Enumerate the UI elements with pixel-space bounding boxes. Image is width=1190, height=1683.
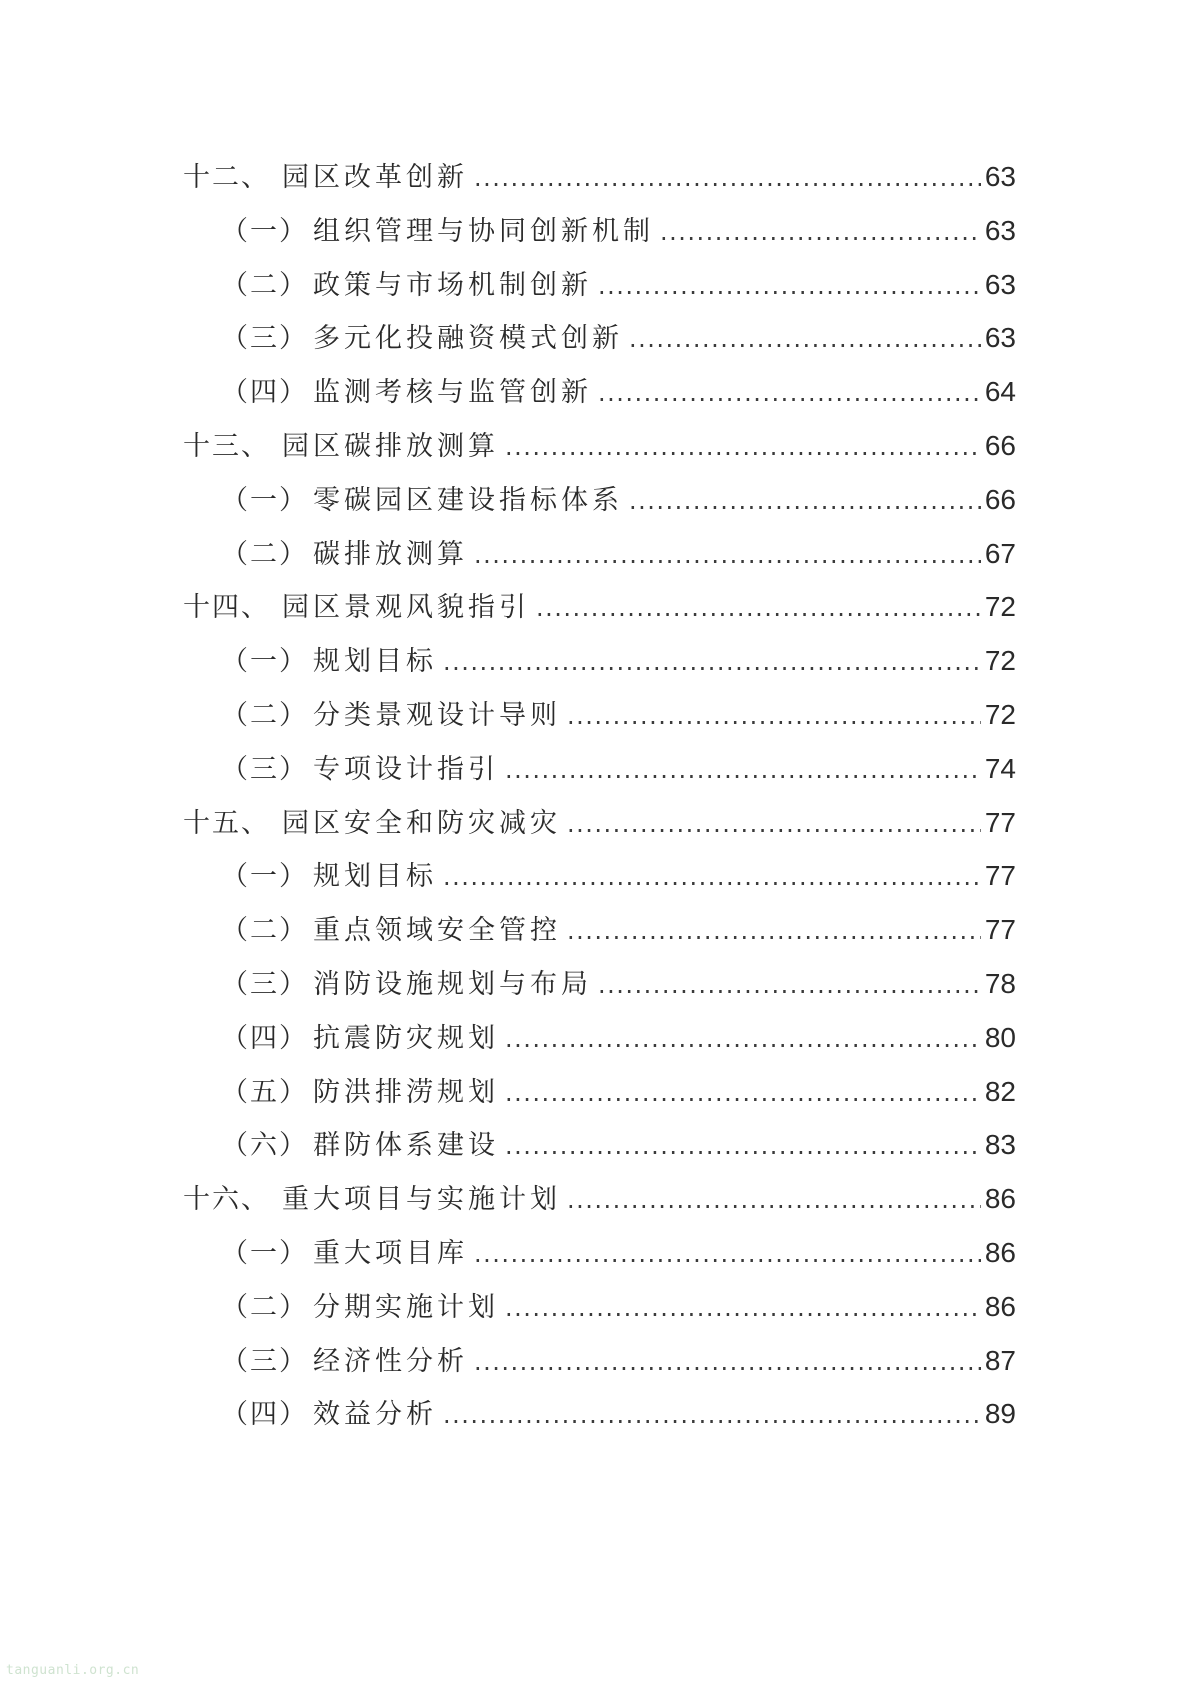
toc-number: （二） [221,699,308,731]
toc-dot-leader [629,475,981,529]
toc-title: 园区景观风貌指引 [282,592,530,624]
toc-row[interactable] [183,1387,1016,1441]
toc-page-number: 72 [984,591,1016,623]
toc-page-number: 63 [984,161,1016,192]
toc-title: 多元化投融资模式创新 [313,323,623,355]
toc-row[interactable] [183,903,1016,957]
toc-page-number: 63 [984,214,1016,246]
toc-page-number: 77 [984,806,1016,838]
toc-title: 规划目标 [313,646,437,678]
toc-number: （一） [221,861,308,893]
toc-title: 群防体系建设 [313,1130,499,1162]
toc-title: 效益分析 [313,1399,437,1431]
toc-dot-leader [505,1067,981,1121]
toc-page-number: 86 [984,1236,1016,1268]
toc-dot-leader [567,798,981,852]
toc-title: 重大项目与实施计划 [282,1184,561,1216]
toc-dot-leader [660,206,981,260]
toc-number: （四） [221,1022,308,1054]
toc-number: 十六、 [183,1184,270,1216]
toc-dot-leader [598,367,981,421]
toc-number: （一） [221,1237,308,1269]
toc-number: （六） [221,1130,308,1162]
toc-number: （四） [221,377,308,409]
toc-number: （二） [221,269,308,301]
toc-page-number: 72 [984,645,1016,677]
toc-page-number: 78 [984,967,1016,999]
toc-dot-leader [505,744,981,798]
toc-page-number: 89 [984,1398,1016,1430]
toc-dot-leader [443,636,981,690]
toc-page-number: 63 [984,268,1016,300]
toc-page-number: 67 [984,537,1016,569]
toc-number: （一） [221,215,308,247]
toc-title: 分期实施计划 [313,1291,499,1323]
toc-number: （三） [221,753,308,785]
toc-page-number: 66 [984,429,1016,461]
toc-page-number: 74 [984,752,1016,784]
toc-page-number: 80 [984,1021,1016,1053]
toc-row[interactable] [183,957,1016,1011]
toc-row[interactable] [183,204,1016,258]
toc-row[interactable] [183,1226,1016,1280]
toc-row[interactable] [183,1011,1016,1065]
toc-title: 碳排放测算 [313,538,468,570]
toc-title: 重大项目库 [313,1237,468,1269]
toc-title: 组织管理与协同创新机制 [313,215,654,247]
toc-page-number: 66 [984,483,1016,515]
toc-dot-leader [505,1282,981,1336]
toc-page-number: 82 [984,1075,1016,1107]
toc-number: （二） [221,915,308,947]
toc-dot-leader [474,1336,981,1390]
toc-number: （三） [221,1345,308,1377]
toc-row[interactable] [183,311,1016,365]
toc-number: （一） [221,484,308,516]
toc-page-number: 77 [984,860,1016,892]
toc-dot-leader [598,260,981,314]
toc-title: 园区改革创新 [282,162,468,193]
toc-page-number: 77 [984,914,1016,946]
toc-row[interactable] [183,150,1016,204]
toc-dot-leader [443,851,981,905]
toc-title: 园区碳排放测算 [282,430,499,462]
toc-page-number: 87 [984,1344,1016,1376]
toc-row[interactable] [183,1118,1016,1172]
toc-page-number: 64 [984,376,1016,408]
toc-title: 分类景观设计导则 [313,699,561,731]
toc-dot-leader [629,313,981,367]
toc-page-number: 72 [984,698,1016,730]
toc-row[interactable] [183,688,1016,742]
toc-page-number: 86 [984,1290,1016,1322]
toc-dot-leader [598,959,981,1013]
toc-title: 规划目标 [313,861,437,893]
toc-number: （二） [221,1291,308,1323]
toc-row[interactable] [183,580,1016,634]
toc-row[interactable] [183,473,1016,527]
toc-number: 十二、 [183,162,270,193]
toc-row[interactable] [183,1172,1016,1226]
toc-title: 消防设施规划与布局 [313,968,592,1000]
toc-dot-leader [474,152,981,206]
toc-title: 监测考核与监管创新 [313,377,592,409]
toc-dot-leader [443,1389,981,1443]
toc-dot-leader [474,1228,981,1282]
toc-row[interactable] [183,849,1016,903]
toc-row[interactable] [183,796,1016,850]
toc-page-number: 63 [984,322,1016,354]
toc-title: 专项设计指引 [313,753,499,785]
toc-page-number: 83 [984,1129,1016,1161]
toc-row[interactable] [183,527,1016,581]
toc-number: （三） [221,323,308,355]
toc-dot-leader [536,582,981,636]
watermark-text: tanguanli.org.cn [6,1663,140,1678]
toc-dot-leader [567,1174,981,1228]
table-of-contents [183,150,1016,1441]
toc-dot-leader [474,529,981,583]
toc-dot-leader [505,421,981,475]
toc-title: 防洪排涝规划 [313,1076,499,1108]
toc-row[interactable] [183,365,1016,419]
toc-title: 经济性分析 [313,1345,468,1377]
toc-number: 十四、 [183,592,270,624]
toc-title: 重点领域安全管控 [313,915,561,947]
toc-row[interactable] [183,419,1016,473]
toc-number: （四） [221,1399,308,1431]
toc-row[interactable] [183,1334,1016,1388]
toc-dot-leader [567,905,981,959]
toc-page-number: 86 [984,1183,1016,1215]
toc-title: 政策与市场机制创新 [313,269,592,301]
toc-number: （二） [221,538,308,570]
toc-dot-leader [505,1013,981,1067]
toc-number: （五） [221,1076,308,1108]
toc-title: 零碳园区建设指标体系 [313,484,623,516]
toc-number: 十五、 [183,807,270,839]
toc-row[interactable] [183,1065,1016,1119]
toc-dot-leader [567,690,981,744]
toc-number: （一） [221,646,308,678]
toc-row[interactable] [183,634,1016,688]
toc-number: （三） [221,968,308,1000]
toc-title: 园区安全和防灾减灾 [282,807,561,839]
toc-number: 十三、 [183,430,270,462]
toc-row[interactable] [183,258,1016,312]
toc-dot-leader [505,1120,981,1174]
toc-row[interactable] [183,1280,1016,1334]
toc-row[interactable] [183,742,1016,796]
toc-title: 抗震防灾规划 [313,1022,499,1054]
